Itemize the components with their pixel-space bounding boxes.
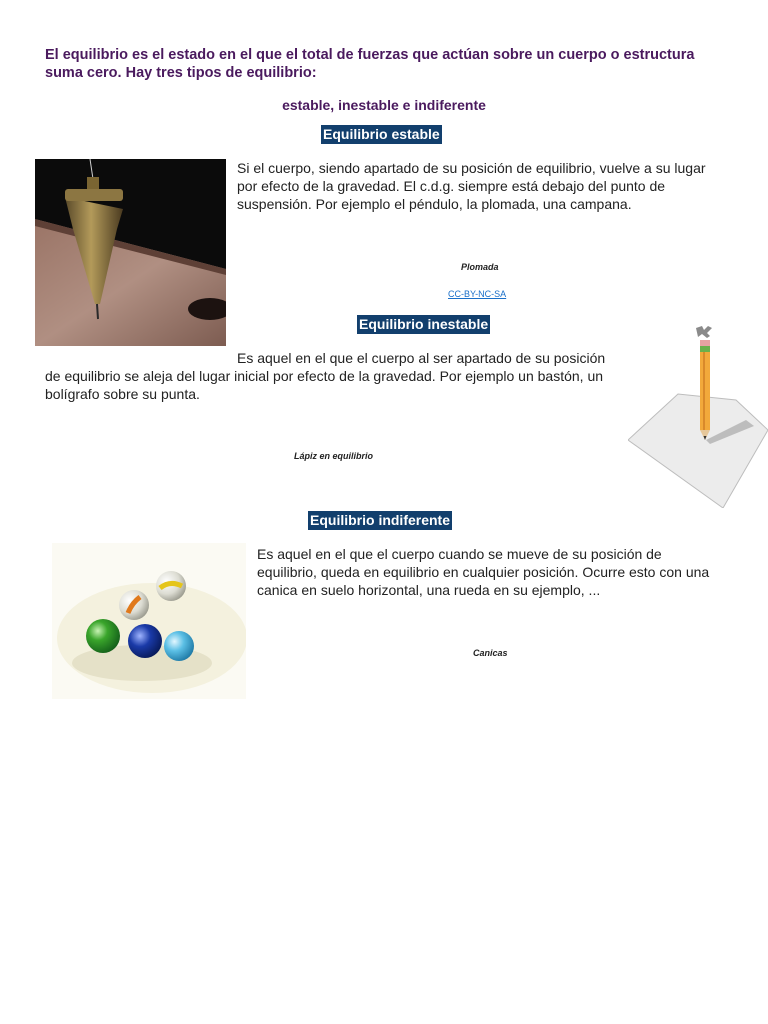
heading-equilibrio-estable: Equilibrio estable [323, 126, 440, 142]
heading-equilibrio-indiferente: Equilibrio indiferente [310, 512, 451, 528]
caption-plomada: Plomada [461, 262, 499, 272]
pencil-balance-image [628, 322, 768, 508]
inestable-text-content: Es aquel en el que el cuerpo al ser apartado de su posición de equilibrio se aleja del lugar inicial por efecto de la gravedad. Por ejemplo un bastón, un bolígrafo sobre su punta. [45, 350, 606, 402]
caption-canicas: Canicas [473, 648, 508, 658]
caption-lapiz: Lápiz en equilibrio [294, 451, 374, 461]
marbles-image [52, 543, 246, 699]
subtitle: estable, inestable e indiferente [282, 97, 486, 113]
heading-equilibrio-inestable: Equilibrio inestable [359, 316, 489, 332]
intro-paragraph: El equilibrio es el estado en el que el total de fuerzas que actúan sobre un cuerpo o estructura suma cero. Hay tres tipos de equilibrio: [45, 47, 695, 81]
estable-text: Si el cuerpo, siendo apartado de su posición de equilibrio, vuelve a su lugar por efecto de la gravedad. El c.d.g. siempre está debajo del punto de suspensión. Por ejemplo el péndulo, la plomada, una campana. [237, 160, 706, 212]
license-link[interactable]: CC-BY-NC-SA [448, 289, 507, 299]
inestable-text [45, 349, 615, 403]
indiferente-text: Es aquel en el que el cuerpo cuando se mueve de su posición de equilibrio, queda en equilibrio en cualquier posición. Ocurre esto con una canica en suelo horizontal, una rueda en su ejemplo, ... [257, 546, 710, 598]
plumb-bob-image [35, 159, 226, 346]
